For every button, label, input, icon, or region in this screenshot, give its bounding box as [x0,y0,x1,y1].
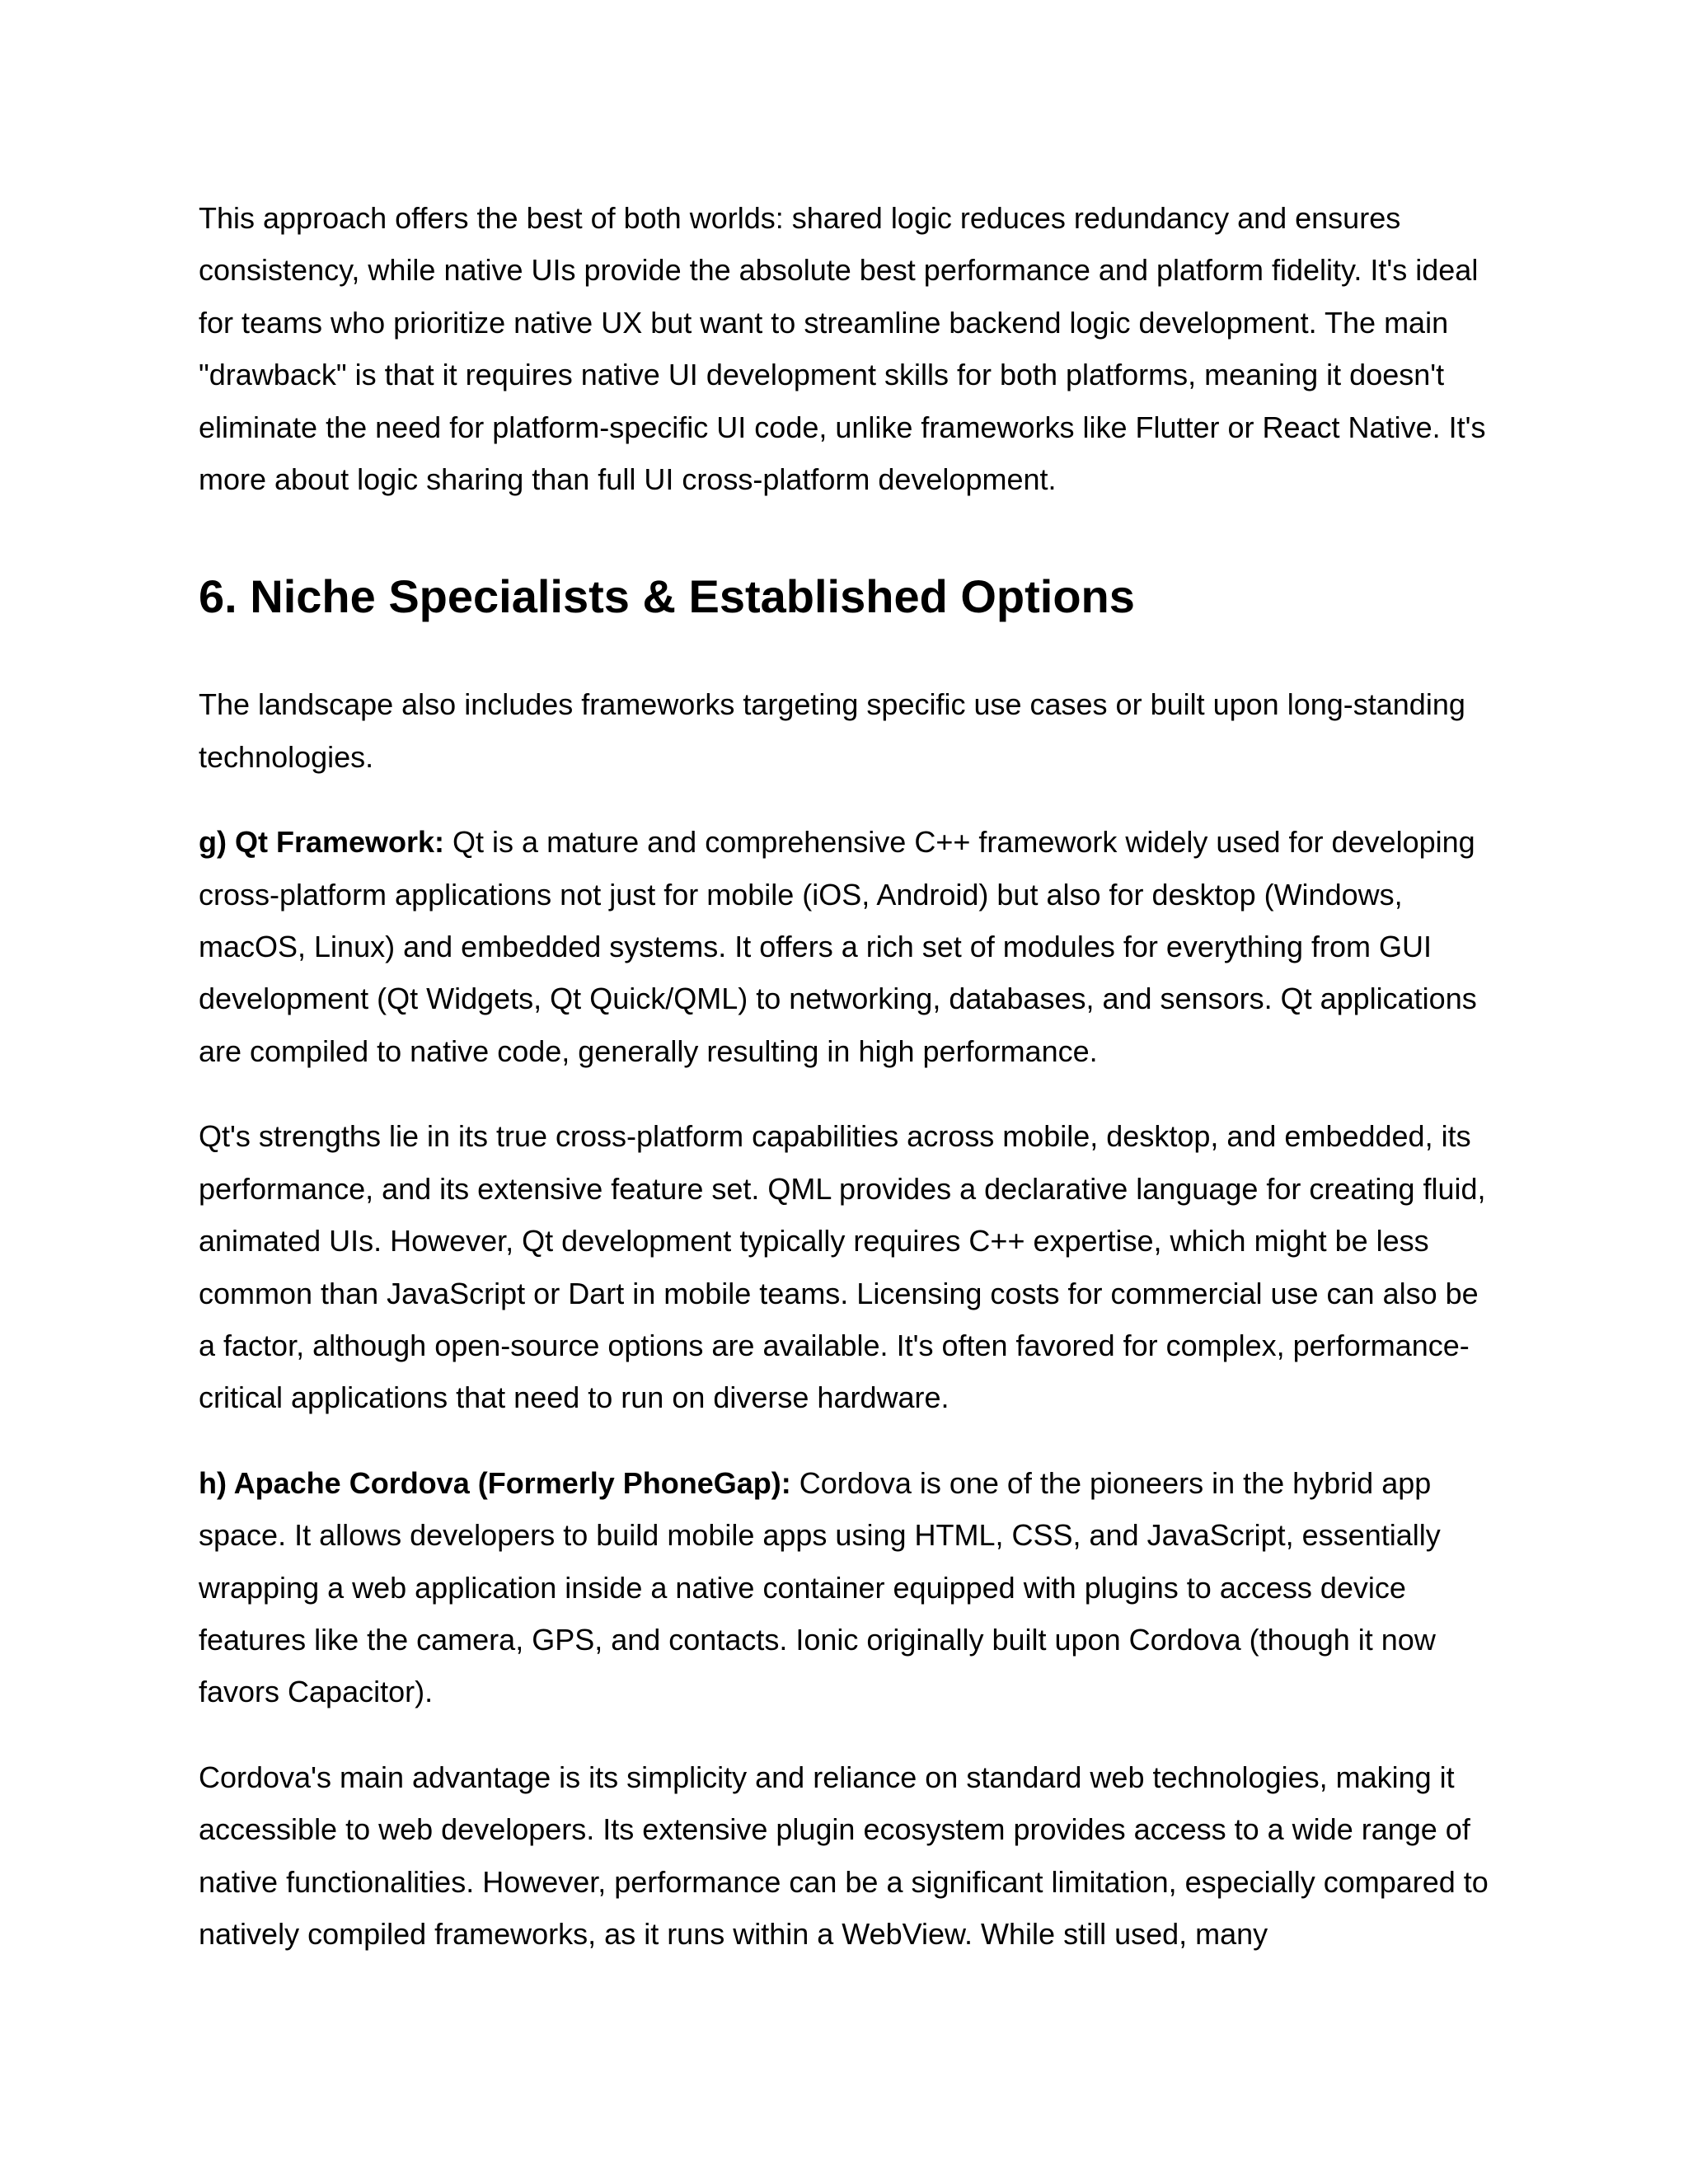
document-body [199,192,1501,1960]
paragraph-cordova-advantage: Cordova's main advantage is its simplicity and reliance on standard web technologies, making it accessible to web developers. Its extensive plugin ecosystem provides access to a wide range of native functionalities. However, performance can be a significant limitation, especially compared to natively compiled frameworks, as it runs within a WebView. While still used, many [199,1760,1489,1951]
qt-framework-label: g) Qt Framework: [199,825,445,860]
paragraph-qt-strengths: Qt's strengths lie in its true cross-platform capabilities across mobile, desktop, and embedded, its performance, and its extensive feature set. QML provides a declarative language for creating fluid, animated UIs. However, Qt development typically requires C++ expertise, which might be less common than JavaScript or Dart in mobile teams. Licensing costs for commercial use can also be a factor, although open-source options are available. It's often favored for complex, performance-critical applications that need to run on diverse hardware. [199,1119,1486,1415]
qt-framework-text: Qt is a mature and comprehensive C++ framework widely used for developing cross-platform applications not just for mobile (iOS, Android) but also for desktop (Windows, macOS, Linux) and embedded systems. It offers a rich set of modules for everything from GUI development (Qt Widgets, Qt Quick/QML) to networking, databases, and sensors. Qt applications are compiled to native code, generally resulting in high performance. [199,825,1477,1068]
apache-cordova-label: h) Apache Cordova (Formerly PhoneGap): [199,1465,791,1500]
paragraph-qt-framework [199,816,1501,1077]
paragraph-hybrid-logic: This approach offers the best of both worlds: shared logic reduces redundancy and ensures consistency, while native UIs provide the absolute best performance and platform fidelity. It's ideal for teams who prioritize native UX but want to streamline backend logic development. The main "drawback" is that it requires native UI development skills for both platforms, meaning it doesn't eliminate the need for platform-specific UI code, unlike frameworks like Flutter or React Native. It's more about logic sharing than full UI cross-platform development. [199,201,1486,497]
paragraph-apache-cordova [199,1457,1501,1718]
section-heading-niche-specialists: 6. Niche Specialists & Established Options [199,570,1135,623]
paragraph-section-intro: The landscape also includes frameworks targeting specific use cases or built upon long-standing technologies. [199,687,1465,774]
apache-cordova-text: Cordova is one of the pioneers in the hybrid app space. It allows developers to build mobile apps using HTML, CSS, and JavaScript, essentially wrapping a web application inside a native container equipped with plugins to access device features like the camera, GPS, and contacts. Ionic originally built upon Cordova (though it now favors Capacitor). [199,1465,1441,1709]
